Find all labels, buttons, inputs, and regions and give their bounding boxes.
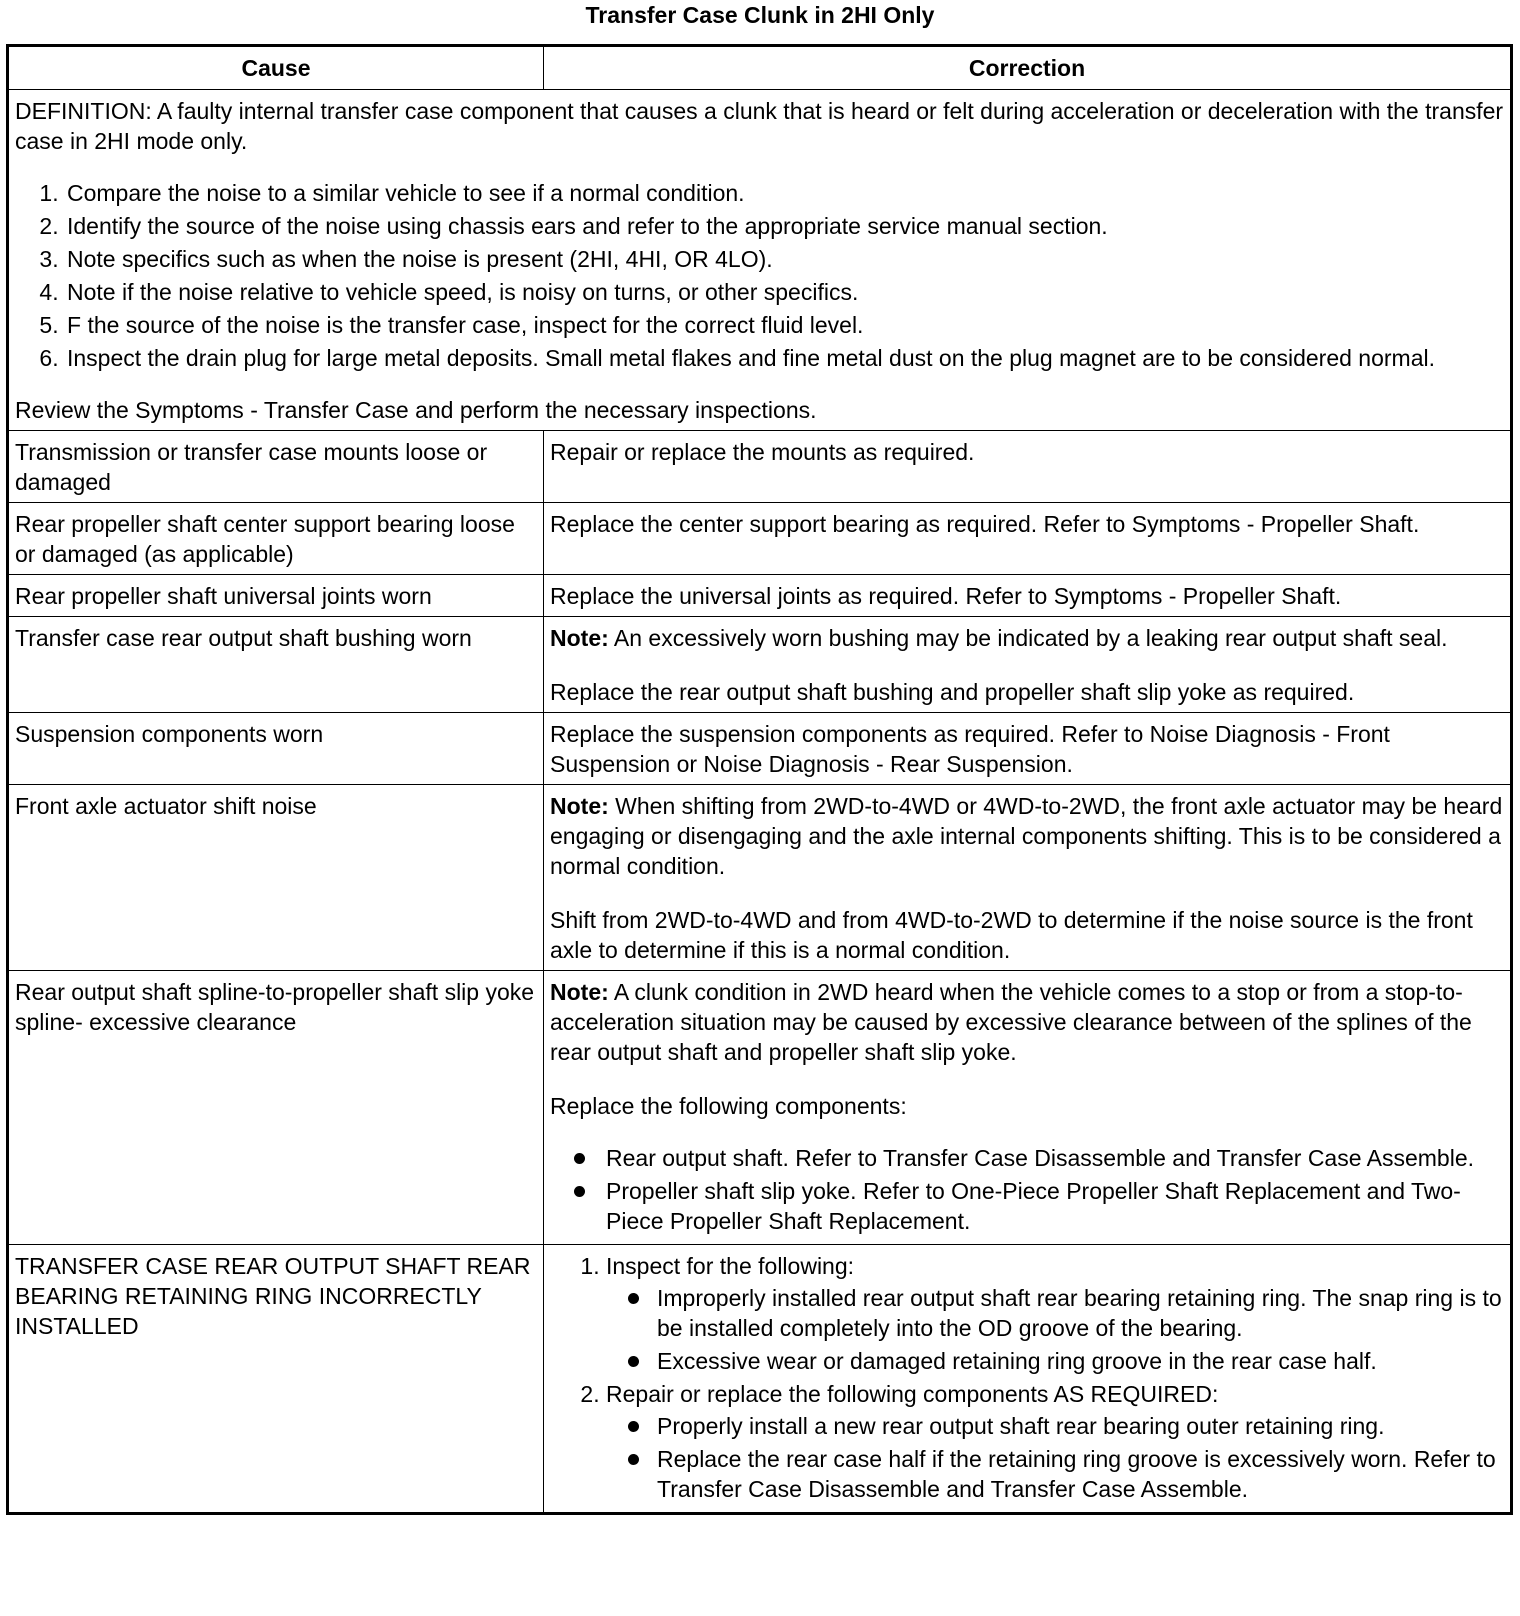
- list-item: Improperly installed rear output shaft rear bearing retaining ring. The snap ring is to be installed completely into the OD groove of the bearing.: [606, 1283, 1504, 1343]
- component-list: [550, 1143, 1504, 1236]
- intro-step: 3. Note specifics such as when the noise is present (2HI, 4HI, OR 4LO).: [65, 244, 1504, 274]
- intro-step: 5. F the source of the noise is the transfer case, inspect for the correct fluid level.: [65, 310, 1504, 340]
- correction-cell: [544, 617, 1512, 713]
- note-text: A clunk condition in 2WD heard when the vehicle comes to a stop or from a stop-to-acceleration situation may be caused by excessive clearance between of the splines of the rear output shaft and propeller shaft slip yoke.: [550, 979, 1472, 1065]
- correction-step: [606, 1251, 1504, 1376]
- cause-cell: Suspension components worn: [8, 713, 544, 785]
- correction-cell: Replace the center support bearing as required. Refer to Symptoms - Propeller Shaft.: [544, 503, 1512, 575]
- table-row: [8, 575, 1512, 617]
- correction-steps: [550, 1251, 1504, 1504]
- review-text: Review the Symptoms - Transfer Case and perform the necessary inspections.: [15, 397, 817, 423]
- table-row: [8, 1245, 1512, 1514]
- table-row: [8, 503, 1512, 575]
- correction-text: Replace the following components:: [550, 1093, 907, 1119]
- list-item: Excessive wear or damaged retaining ring groove in the rear case half.: [606, 1346, 1504, 1376]
- intro-row: [8, 90, 1512, 431]
- list-item: Properly install a new rear output shaft rear bearing outer retaining ring.: [606, 1411, 1504, 1441]
- correction-cell: Repair or replace the mounts as required.: [544, 431, 1512, 503]
- note-paragraph: [550, 623, 1504, 653]
- note-text: An excessively worn bushing may be indicated by a leaking rear output shaft seal.: [613, 625, 1448, 651]
- note-label: Note:: [550, 979, 609, 1005]
- cause-cell: Front axle actuator shift noise: [8, 785, 544, 971]
- step-text: Repair or replace the following components AS REQUIRED:: [606, 1381, 1219, 1407]
- cause-header: Cause: [8, 46, 544, 90]
- correction-cell: [544, 971, 1512, 1245]
- intro-step: 1. Compare the noise to a similar vehicle to see if a normal condition.: [65, 178, 1504, 208]
- correction-cell: [544, 1245, 1512, 1514]
- cause-cell: Rear output shaft spline-to-propeller shaft slip yoke spline- excessive clearance: [8, 971, 544, 1245]
- correction-cell: [544, 785, 1512, 971]
- intro-step: 4. Note if the noise relative to vehicle speed, is noisy on turns, or other specifics.: [65, 277, 1504, 307]
- note-label: Note:: [550, 625, 609, 651]
- table-row: [8, 971, 1512, 1245]
- page-title: Transfer Case Clunk in 2HI Only: [585, 2, 935, 28]
- list-item: Propeller shaft slip yoke. Refer to One-Piece Propeller Shaft Replacement and Two-Piece Propeller Shaft Replacement.: [550, 1176, 1504, 1236]
- correction-step: [606, 1379, 1504, 1504]
- intro-cell: [8, 90, 1512, 431]
- cause-cell: Transmission or transfer case mounts loose or damaged: [8, 431, 544, 503]
- list-item: Replace the rear case half if the retaining ring groove is excessively worn. Refer to Transfer Case Disassemble and Transfer Case Assemble.: [606, 1444, 1504, 1504]
- cause-cell: TRANSFER CASE REAR OUTPUT SHAFT REAR BEARING RETAINING RING INCORRECTLY INSTALLED: [8, 1245, 544, 1514]
- table-row: [8, 617, 1512, 713]
- correction-cell: Replace the universal joints as required. Refer to Symptoms - Propeller Shaft.: [544, 575, 1512, 617]
- cause-cell: Transfer case rear output shaft bushing worn: [8, 617, 544, 713]
- list-item: Rear output shaft. Refer to Transfer Case Disassemble and Transfer Case Assemble.: [550, 1143, 1504, 1173]
- step-text: Inspect for the following:: [606, 1253, 855, 1279]
- header-row: [8, 46, 1512, 90]
- note-paragraph: [550, 977, 1504, 1067]
- note-text: When shifting from 2WD-to-4WD or 4WD-to-2WD, the front axle actuator may be heard engaging or disengaging and the axle internal components shifting. This is to be considered a normal condition.: [550, 793, 1503, 879]
- note-paragraph: [550, 791, 1504, 881]
- correction-text: Shift from 2WD-to-4WD and from 4WD-to-2WD to determine if the noise source is the front axle to determine if this is a normal condition.: [550, 907, 1473, 963]
- diagnostic-table: [6, 44, 1513, 1515]
- intro-step: 2. Identify the source of the noise using chassis ears and refer to the appropriate service manual section.: [65, 211, 1504, 241]
- table-row: [8, 431, 1512, 503]
- table-row: [8, 785, 1512, 971]
- intro-step: 6. Inspect the drain plug for large metal deposits. Small metal flakes and fine metal dust on the plug magnet are to be considered normal.: [65, 343, 1504, 373]
- note-label: Note:: [550, 793, 609, 819]
- correction-cell: Replace the suspension components as required. Refer to Noise Diagnosis - Front Suspension or Noise Diagnosis - Rear Suspension.: [544, 713, 1512, 785]
- correction-header: Correction: [544, 46, 1512, 90]
- sub-list: [606, 1411, 1504, 1504]
- definition-text: DEFINITION: A faulty internal transfer case component that causes a clunk that is heard or felt during acceleration or deceleration with the transfer case in 2HI mode only.: [15, 98, 1504, 154]
- cause-cell: Rear propeller shaft center support bearing loose or damaged (as applicable): [8, 503, 544, 575]
- intro-steps: [15, 178, 1504, 373]
- sub-list: [606, 1283, 1504, 1376]
- cause-cell: Rear propeller shaft universal joints worn: [8, 575, 544, 617]
- table-row: [8, 713, 1512, 785]
- correction-text: Replace the rear output shaft bushing and propeller shaft slip yoke as required.: [550, 679, 1355, 705]
